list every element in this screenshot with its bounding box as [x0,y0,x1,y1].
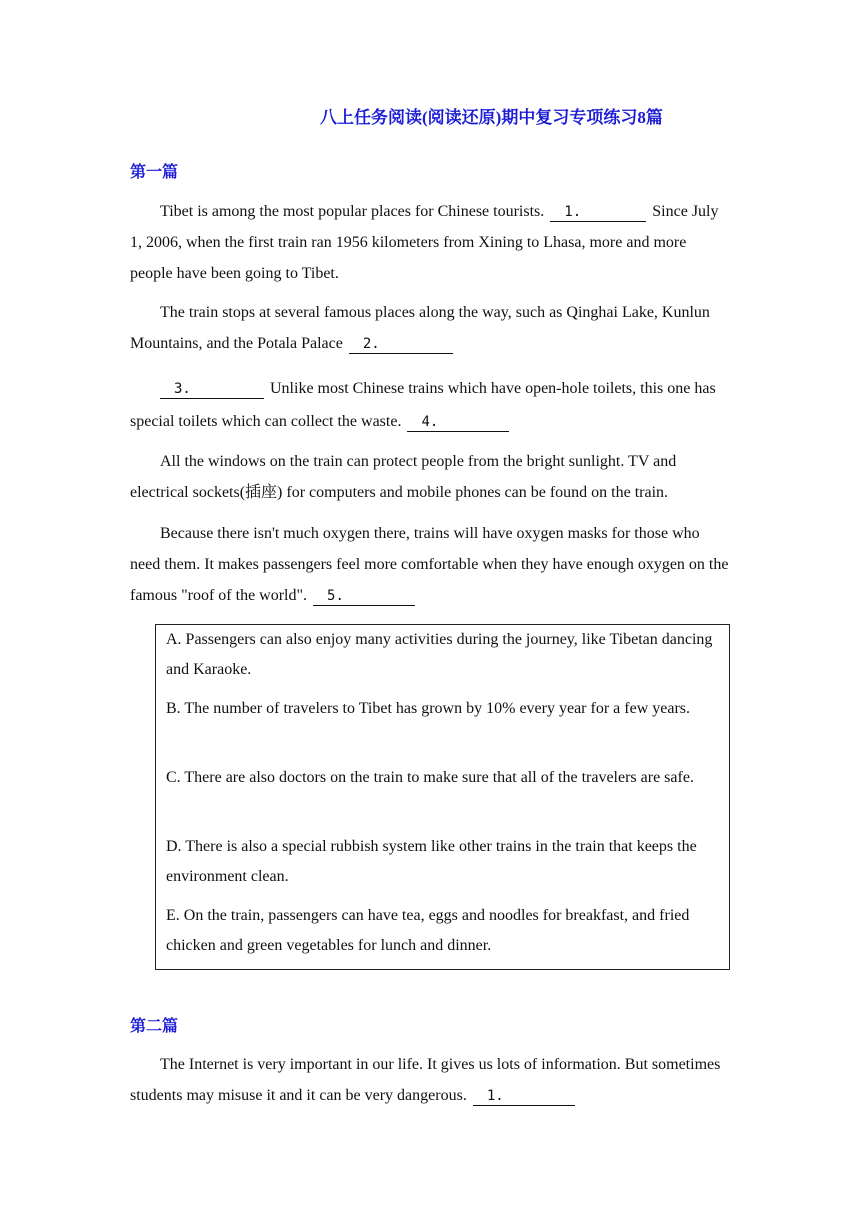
option-a: A. Passengers can also enjoy many activities during the journey, like Tibetan dancing and Karaoke. [166,631,713,678]
passage-1-paragraph-3 [130,372,732,438]
answer-blank-3: 3. [160,380,264,399]
answer-blank-1: 1. [473,1087,575,1106]
paragraph-text: The train stops at several famous places along the way, such as Qinghai Lake, Kunlun Mountains, and the Potala Palace [130,304,710,352]
passage-2-paragraph-1 [130,1049,732,1111]
paragraph-text: Because there isn't much oxygen there, trains will have oxygen masks for those who need them. It makes passengers feel more comfortable when they have enough oxygen on the famous "roof of the world". [130,525,729,604]
option-c: C. There are also doctors on the train to make sure that all of the travelers are safe. [166,769,694,786]
passage-1-heading: 第一篇 [130,164,179,181]
answer-blank-4: 4. [407,413,509,432]
answer-blank-5: 5. [313,587,415,606]
paragraph-text: Unlike most Chinese trains which have open-hole toilets, this one has special toilets which can collect the waste. [130,380,716,430]
paragraph-text: Tibet is among the most popular places for Chinese tourists. [160,203,545,220]
option-e: E. On the train, passengers can have tea, eggs and noodles for breakfast, and fried chicken and green vegetables for lunch and dinner. [166,907,690,954]
option-b: B. The number of travelers to Tibet has grown by 10% every year for a few years. [166,700,690,717]
passage-1-paragraph-2 [130,297,732,359]
answer-blank-1: 1. [550,203,646,222]
option-d: D. There is also a special rubbish system like other trains in the train that keeps the environment clean. [166,838,697,885]
document-title: 八上任务阅读(阅读还原)期中复习专项练习8篇 [320,108,663,127]
passage-1-paragraph-1 [130,196,732,289]
passage-2-heading: 第二篇 [130,1018,179,1035]
answer-blank-2: 2. [349,335,453,354]
passage-1-paragraph-4: All the windows on the train can protect people from the bright sunlight. TV and electrical sockets(插座) for computers and mobile phones can be found on the train. [130,453,677,501]
paragraph-text: Since July 1, 2006, when the first train ran 1956 kilometers from Xining to Lhasa, more and more people have been going to Tibet. [130,203,719,282]
passage-1-paragraph-5 [130,518,732,611]
paragraph-text: The Internet is very important in our life. It gives us lots of information. But sometimes students may misuse it and it can be very dangerous. [130,1056,721,1104]
options-box [155,624,730,970]
